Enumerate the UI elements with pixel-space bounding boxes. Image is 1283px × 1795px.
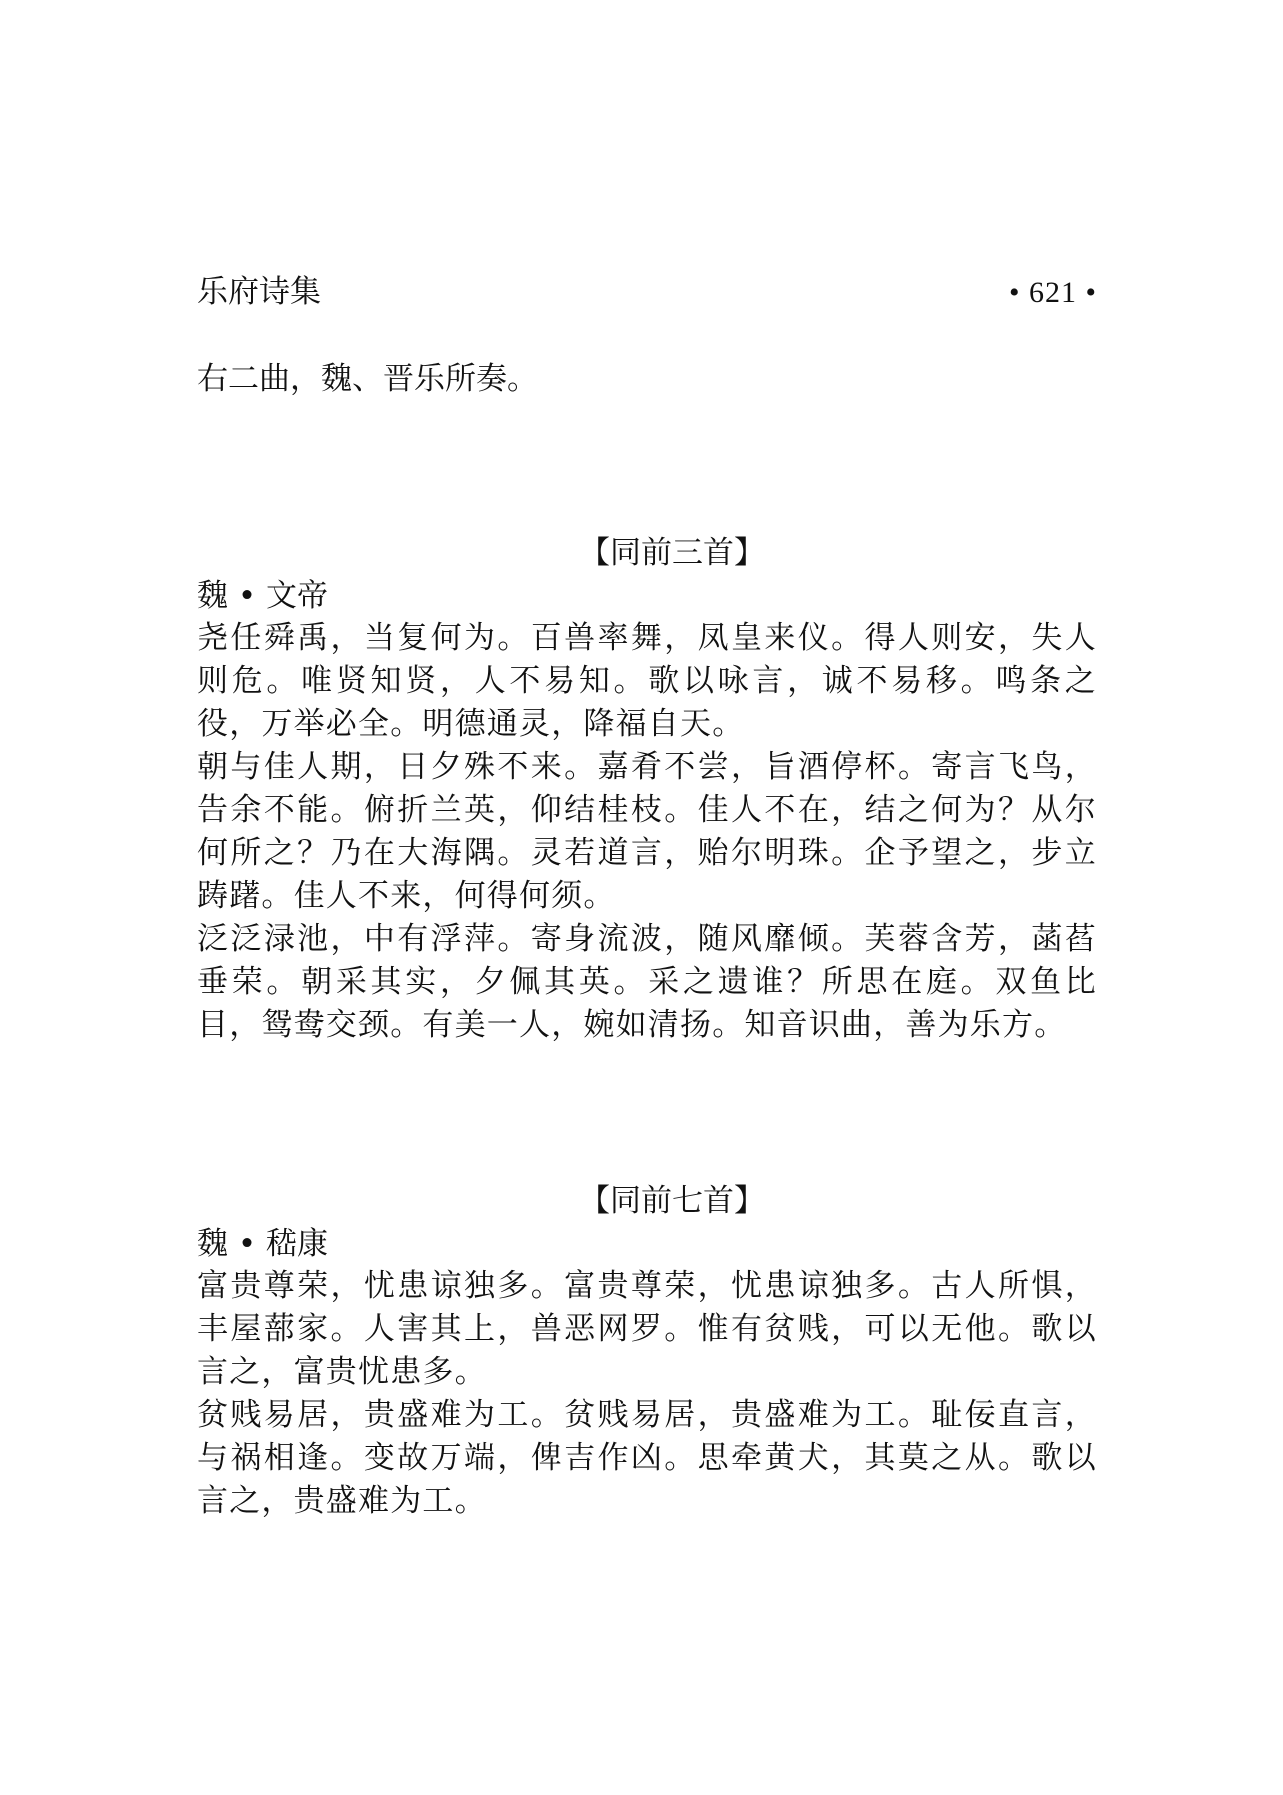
document-page	[197, 270, 1097, 1523]
author-line: 魏 • 文帝	[197, 578, 328, 614]
stanza: 朝与佳人期，日夕殊不来。嘉肴不尝，旨酒停杯。寄言飞鸟，告余不能。俯折兰英，仰结桂枝。佳人不在，结之何为？从尔何所之？乃在大海隅。灵若道言，贻尔明珠。企予望之，步立踌躇。佳人不来，何得何须。	[197, 749, 1097, 914]
editorial-note: 右二曲，魏、晋乐所奏。	[197, 361, 538, 397]
stanza: 泛泛渌池，中有浮萍。寄身流波，随风靡倾。芙蓉含芳，菡萏垂荣。朝采其实，夕佩其英。采之遗谁？所思在庭。双鱼比目，鸳鸯交颈。有美一人，婉如清扬。知音识曲，善为乐方。	[197, 921, 1097, 1043]
stanza: 贫贱易居，贵盛难为工。贫贱易居，贵盛难为工。耻佞直言，与祸相逢。变故万端，俾吉作凶。思牵黄犬，其莫之从。歌以言之，贵盛难为工。	[197, 1397, 1097, 1519]
stanza: 富贵尊荣，忧患谅独多。富贵尊荣，忧患谅独多。古人所惧，丰屋蔀家。人害其上，兽恶网罗。惟有贫贱，可以无他。歌以言之，富贵忧患多。	[197, 1268, 1097, 1390]
stanza: 尧任舜禹，当复何为。百兽率舞，凤皇来仪。得人则安，失人则危。唯贤知贤，人不易知。歌以咏言，诚不易移。鸣条之役，万举必全。明德通灵，降福自天。	[197, 620, 1097, 742]
section-title: 【同前三首】	[579, 535, 765, 571]
poem-section	[197, 1179, 1097, 1523]
page-number: • 621 •	[1008, 276, 1097, 309]
section-title: 【同前七首】	[579, 1183, 765, 1219]
author-line: 魏 • 嵇康	[197, 1226, 328, 1262]
book-title: 乐府诗集	[197, 274, 321, 310]
poem-section	[197, 531, 1097, 1047]
running-header	[197, 270, 1097, 314]
